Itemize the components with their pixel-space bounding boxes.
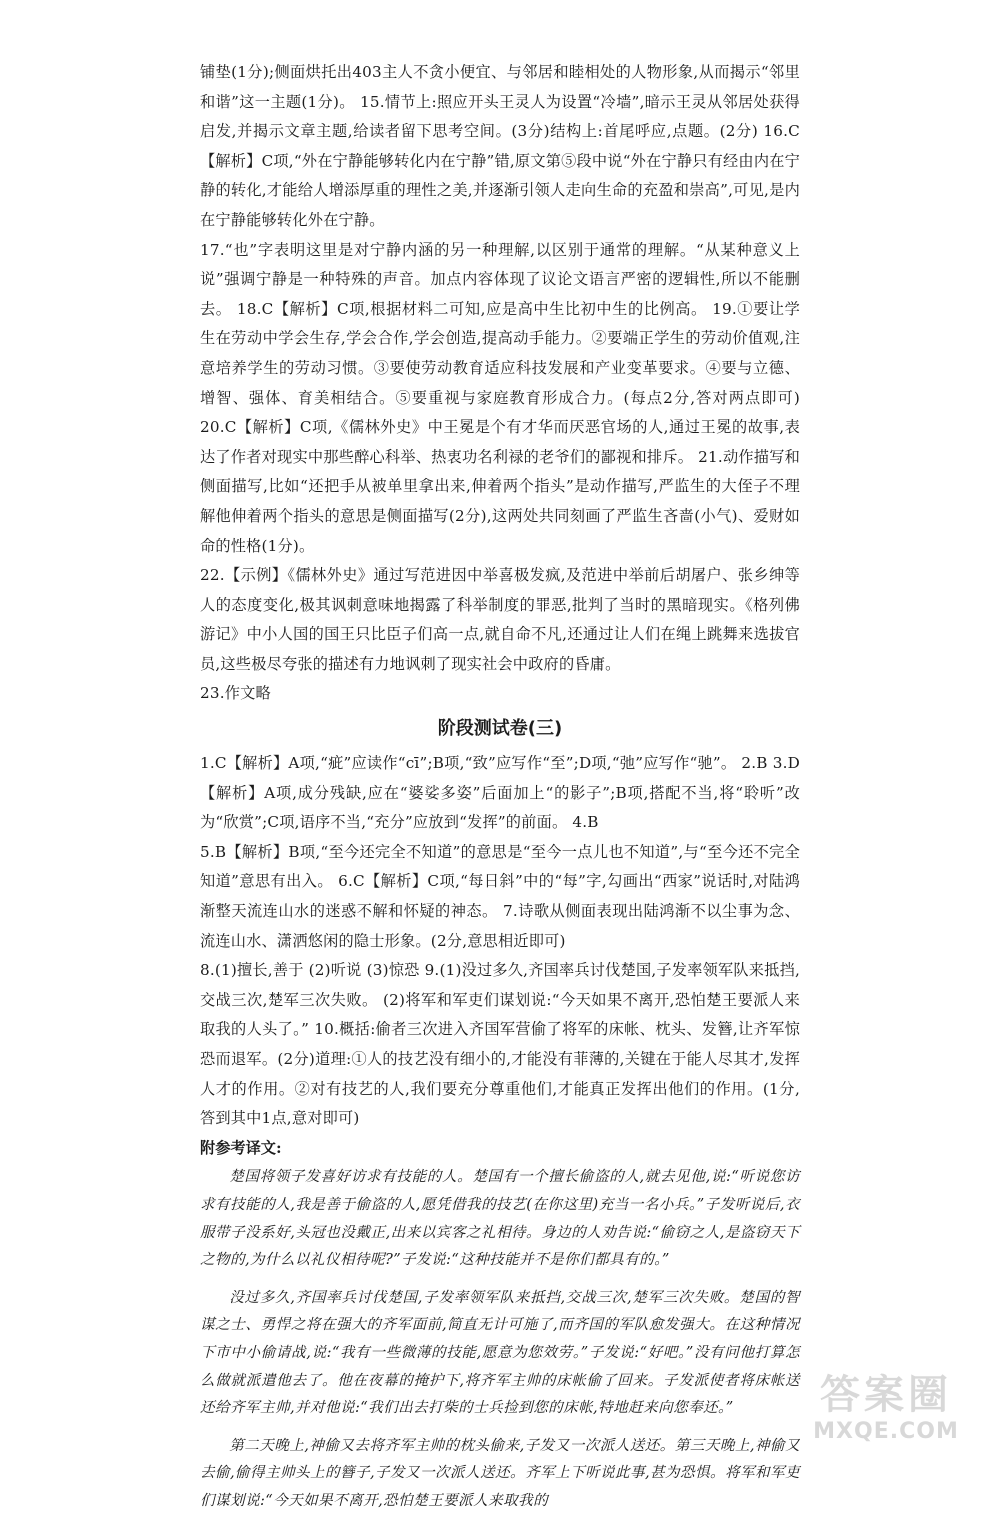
translation-paragraph: 楚国将领子发喜好访求有技能的人。楚国有一个擅长偷盗的人,就去见他,说:“听说您访求有技能的人,我是善于偷盗的人,愿凭借我的技艺(在你这里)充当一名小兵。”子发听说后,衣服带子没系好,头冠也没戴正,出来以宾客之礼相待。身边的人劝告说:“偷窃之人,是盗窃天下之物的,为什么以礼仪相待呢?”子发说:“这种技能并不是你们都具有的。” bbox=[200, 1168, 800, 1269]
translation-paragraph: 第二天晚上,神偷又去将齐军主帅的枕头偷来,子发又一次派人送还。第三天晚上,神偷又去偷,偷得主帅头上的簪子,子发又一次派人送还。齐军上下听说此事,甚为恐惧。将军和军吏们谋划说:“今天如果不离开,恐怕楚王要派人来取我的 bbox=[200, 1436, 800, 1509]
watermark-url: MXQE.COM bbox=[813, 1419, 959, 1444]
answer-paragraph: 17.“也”字表明这里是对宁静内涵的另一种理解,以区别于通常的理解。“从某种意义上说”强调宁静是一种特殊的声音。加点内容体现了议论文语言严密的逻辑性,所以不能删去。 18.C【解析】C项,根据材料二可知,应是高中生比初中生的比例高。 19.①要让学生在劳动中学会生存,学会合作,学会创造,提高动手能力。②要端正学生的劳动价值观,注意培养学生的劳动习惯。③要使劳动教育适应科技发展和产业变革要求。④要与立德、增智、强体、育美相结合。⑤要重视与家庭教育形成合力。(每点2分,答对两点即可) 20.C【解析】C项,《儒林外史》中王冕是个有才华而厌恶官场的人,通过王冕的故事,表达了作者对现实中那些醉心科举、热衷功名利禄的老爷们的鄙视和排斥。 21.动作描写和侧面描写,比如“还把手从被单里拿出来,伸着两个指头”是动作描写,严监生的大侄子不理解他伸着两个指头的意思是侧面描写(2分),这两处共同刻画了严监生吝啬(小气)、爱财如命的性格(1分)。 bbox=[200, 240, 800, 555]
section-title: 阶段测试卷(三) bbox=[437, 718, 563, 740]
translation-paragraph: 没过多久,齐国率兵讨伐楚国,子发率领军队来抵挡,交战三次,楚军三次失败。楚国的智谋之士、勇悍之将在强大的齐军面前,简直无计可施了,而齐国的军队愈发强大。在这种情况下市中小偷请战,说:“我有一些微薄的技能,愿意为您效劳。”子发说:“好吧。”没有问他打算怎么做就派遣他去了。他在夜幕的掩护下,将齐军主帅的床帐偷了回来。子发派使者将床帐送还给齐军主帅,并对他说:“我们出去打柴的士兵捡到您的床帐,特地赶来向您奉还。” bbox=[200, 1288, 800, 1417]
watermark-logo: 答案圈 bbox=[820, 1372, 952, 1418]
answer-paragraph: 5.B【解析】B项,“至今还完全不知道”的意思是“至今一点儿也不知道”,与“至今还不完全知道”意思有出入。 6.C【解析】C项,“每日斜”中的“每”字,勾画出“西家”说话时,对陆鸿渐整天流连山水的迷惑不解和怀疑的神态。 7.诗歌从侧面表现出陆鸿渐不以尘事为念、流连山水、潇洒悠闲的隐士形象。(2分,意思相近即可) bbox=[200, 842, 800, 950]
answer-paragraph: 8.(1)擅长,善于 (2)听说 (3)惊恐 9.(1)没过多久,齐国率兵讨伐楚国,子发率领军队来抵挡,交战三次,楚军三次失败。 (2)将军和军吏们谋划说:“今天如果不离开,恐怕楚王要派人来取我的人头了。” 10.概括:偷者三次进入齐国军营偷了将军的床帐、枕头、发簪,让齐军惊恐而退军。(2分)道理:①人的技艺没有细小的,才能没有菲薄的,关键在于能人尽其才,发挥人才的作用。②对有技艺的人,我们要充分尊重他们,才能真正发挥出他们的作用。(1分,答到其中1点,意对即可) bbox=[200, 961, 800, 1128]
watermark bbox=[796, 1371, 976, 1461]
answer-paragraph: 铺垫(1分);侧面烘托出403主人不贪小便宜、与邻居和睦相处的人物形象,从而揭示“邻里和谐”这一主题(1分)。 15.情节上:照应开头王灵人为设置“冷墙”,暗示王灵从邻居处获得启发,并揭示文章主题,给读者留下思考空间。(3分)结构上:首尾呼应,点题。(2分) 16.C【解析】C项,“外在宁静能够转化内在宁静”错,原文第⑤段中说“外在宁静只有经由内在宁静的转化,才能给人增添厚重的理性之美,并逐渐引领人走向生命的充盈和崇高”,可见,是内在宁静能够转化外在宁静。 bbox=[200, 63, 800, 229]
answer-paragraph: 23.作文略 bbox=[200, 684, 271, 703]
answer-page bbox=[200, 58, 800, 1515]
answer-paragraph: 1.C【解析】A项,“疵”应读作“cī”;B项,“致”应写作“至”;D项,“弛”应写作“驰”。 2.B 3.D【解析】A项,成分残缺,应在“婆娑多姿”后面加上“的影子”;B项,搭配不当,将“聆听”改为“欣赏”;C项,语序不当,“充分”应放到“发挥”的前面。 4.B bbox=[200, 754, 800, 832]
translation-label: 附参考译文: bbox=[200, 1138, 282, 1157]
answer-paragraph: 22.【示例】《儒林外史》通过写范进因中举喜极发疯,及范进中举前后胡屠户、张乡绅等人的态度变化,极其讽刺意味地揭露了科举制度的罪恶,批判了当时的黑暗现实。《格列佛游记》中小人国的国王只比臣子们高一点,就自命不凡,还通过让人们在绳上跳舞来选拔官员,这些极尽夸张的描述有力地讽刺了现实社会中政府的昏庸。 bbox=[200, 566, 800, 673]
